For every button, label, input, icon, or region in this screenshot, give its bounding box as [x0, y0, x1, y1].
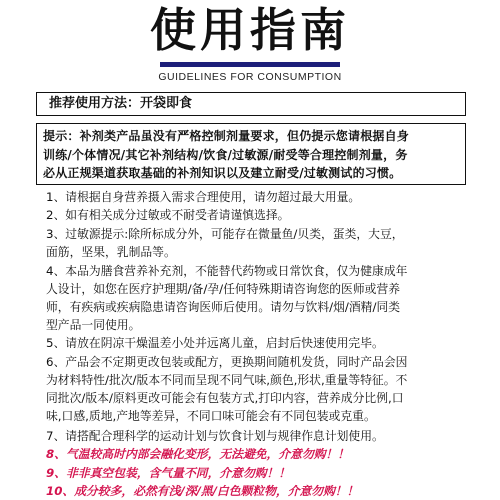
- instruction-item-3: [46, 225, 404, 261]
- instruction-line: 1、请根据自身营养摄入需求合理使用，请勿超过最大用量。: [46, 190, 361, 204]
- instruction-line: 人设计，如您在医疗护理期/备/孕/任何特殊期请咨询您的医师或营养: [46, 282, 401, 296]
- instruction-line: 6、产品会不定期更改包装或配方，更换期间随机发货，同时产品会因: [46, 355, 408, 369]
- instruction-item-2: [46, 206, 289, 224]
- title-underline: [160, 62, 340, 67]
- instruction-line: 面筋，坚果，乳制品等。: [46, 245, 176, 259]
- recommended-method-box: [36, 92, 466, 116]
- recommended-method-text: 推荐使用方法：开袋即食: [49, 96, 193, 111]
- instruction-line: 味,口感,质地,产地等差异，不同口味可能会有不同包装或克重。: [46, 409, 376, 423]
- tip-box: [36, 123, 466, 185]
- instruction-line: 师，有疾病或疾病隐患请咨询医师后使用。请勿与饮料/烟/酒精/同类: [46, 300, 401, 314]
- warning-item-10: [46, 482, 358, 500]
- warning-line: 8、气温较高时内部会融化变形，无法避免，介意勿购！！: [46, 447, 350, 461]
- instruction-item-5: [46, 334, 384, 352]
- page-title: 使用指南: [150, 3, 350, 57]
- tip-line: 训练/个体情况/其它补剂结构/饮食/过敏源/耐受等合理控制剂量，务: [43, 147, 408, 162]
- instruction-item-1: [46, 188, 360, 206]
- warning-item-8: [46, 445, 349, 463]
- instruction-line: 2、如有相关成分过敏或不耐受者请谨慎选择。: [46, 208, 290, 222]
- tip-line: 提示：补剂类产品虽没有严格控制剂量要求，但仍提示您请根据自身: [43, 129, 410, 143]
- instruction-line: 3、过敏源提示:除所标成分外，可能存在微量鱼/贝类，蛋类，大豆，: [46, 227, 404, 241]
- warning-item-9: [46, 464, 290, 482]
- instruction-line: 型产品一同使用。: [46, 318, 141, 332]
- instruction-item-7: [46, 427, 384, 445]
- instruction-line: 同批次/版本/原料更改可能会有包装方式,打印内容，营养成分比例,口: [46, 391, 404, 405]
- instruction-line: 4、本品为膳食营养补充剂，不能替代药物或日常饮食，仅为健康成年: [46, 264, 408, 278]
- tip-line: 必从正规渠道获取基础的补剂知识以及建立耐受/过敏测试的习惯。: [43, 166, 402, 180]
- warning-line: 10、成分较多，必然有浅/深/黑/白色颗粒物，介意勿购！！: [46, 484, 359, 498]
- page-subtitle: GUIDELINES FOR CONSUMPTION: [158, 71, 342, 83]
- instruction-item-4: [46, 262, 407, 334]
- instruction-line: 为材料特性/批次/版本不同而呈现不同气味,颜色,形状,重量等特征。不: [46, 373, 408, 387]
- warning-line: 9、非非真空包装，含气量不同，介意勿购！！: [46, 466, 291, 480]
- instruction-line: 7、请搭配合理科学的运动计划与饮食计划与规律作息计划使用。: [46, 429, 384, 443]
- instruction-line: 5、请放在阴凉干燥温差小处并远离儿童，启封后快速使用完毕。: [46, 336, 384, 350]
- instruction-item-6: [46, 353, 407, 425]
